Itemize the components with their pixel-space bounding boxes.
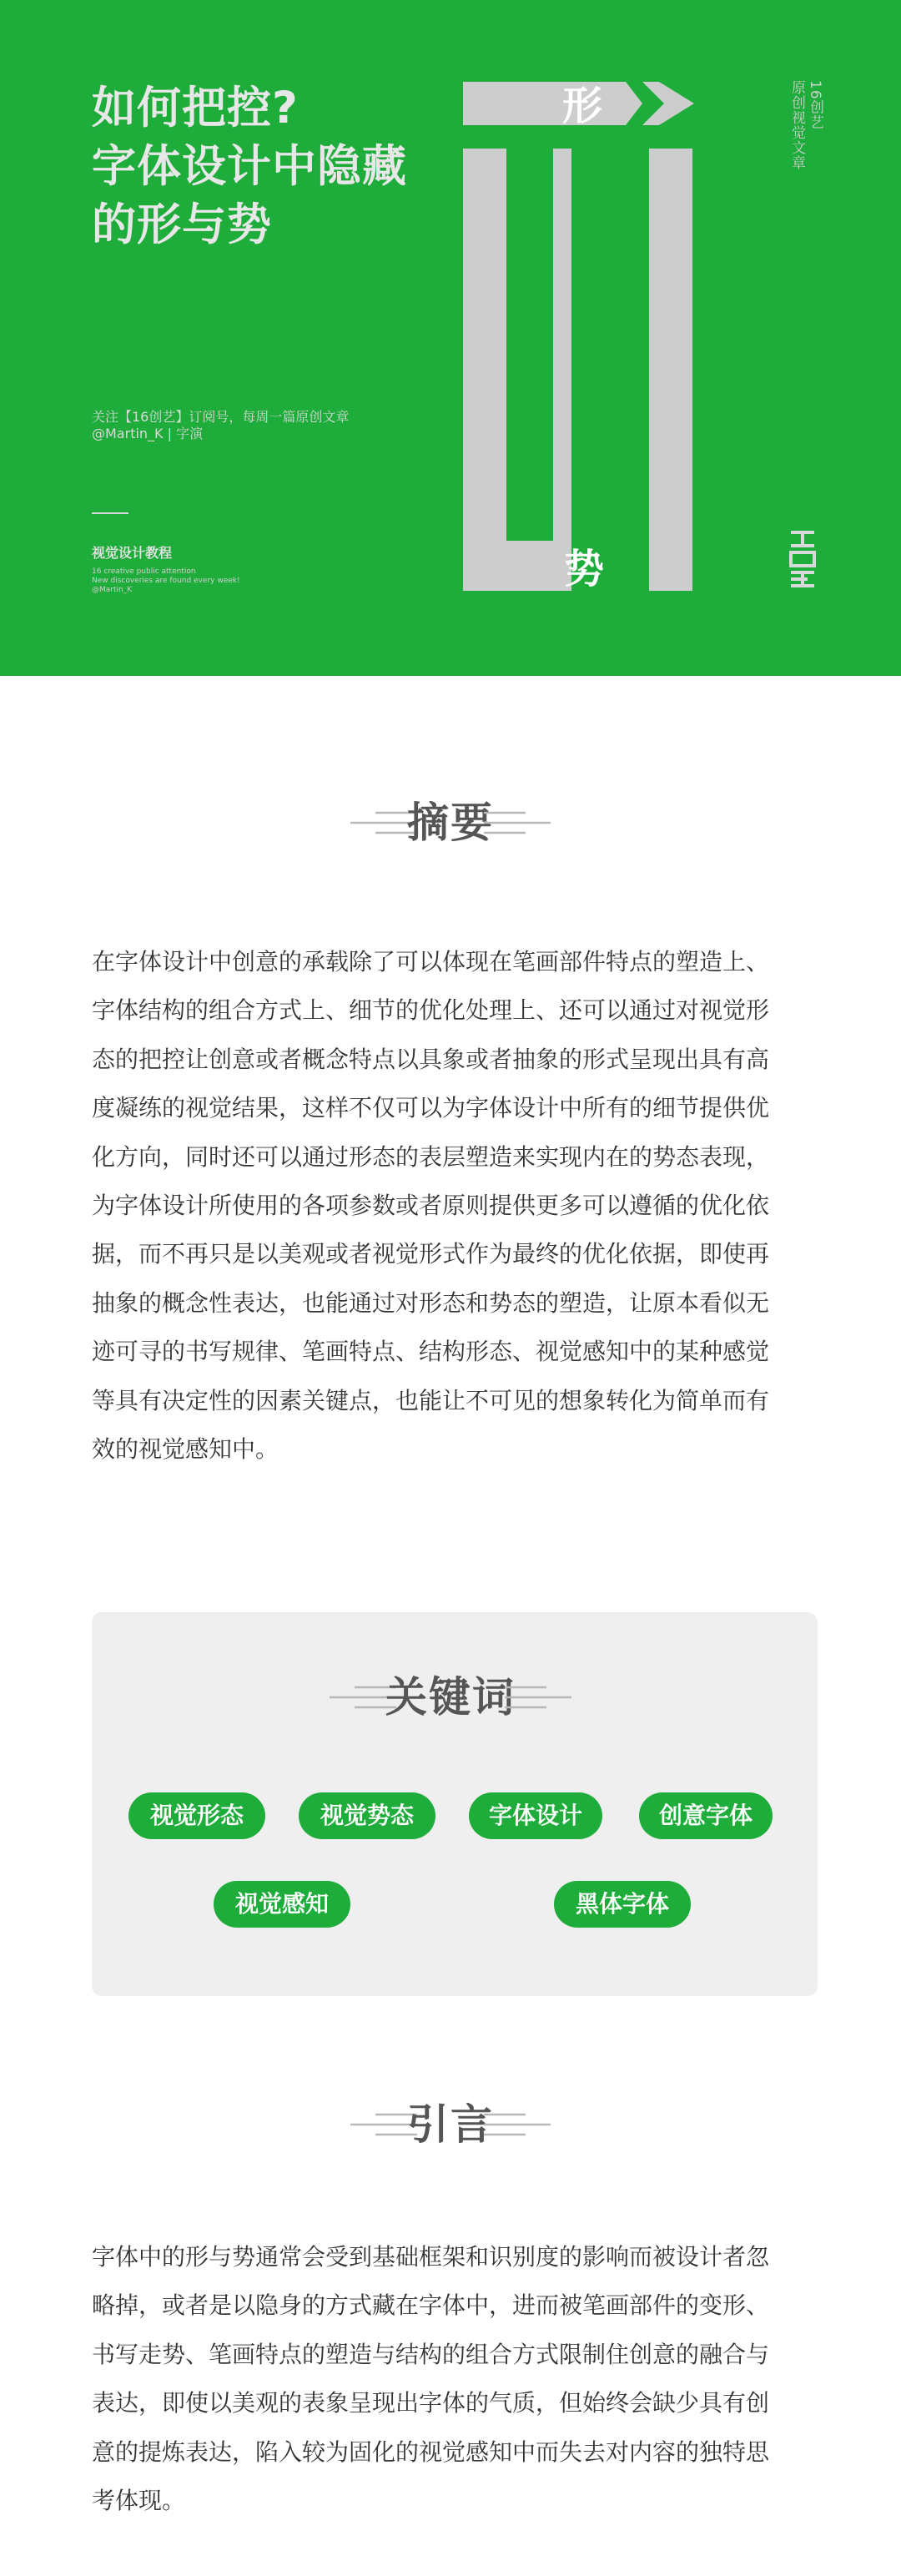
tutorial-title: 视觉设计教程 xyxy=(92,545,173,561)
brand-logo xyxy=(788,529,818,589)
text-line: 为字体设计所使用的各项参数或者原则提供更多可以遵循的优化依 xyxy=(92,1192,770,1220)
glyph-right-stroke xyxy=(649,149,692,591)
text-line: 字体结构的组合方式上、细节的优化处理上、还可以通过对视觉形 xyxy=(92,996,770,1025)
abstract-paragraph xyxy=(92,938,809,1474)
keywords-heading xyxy=(0,1664,901,1731)
tutorial-sub-line: New discoveries are found every week! xyxy=(92,577,240,585)
author-line: @Martin_K | 字演 xyxy=(92,426,204,441)
text-line: 等具有决定性的因素关键点，也能让不可见的想象转化为简单而有 xyxy=(92,1386,770,1414)
intro-heading xyxy=(0,2091,901,2158)
keyword-tag[interactable]: 视觉感知 xyxy=(214,1881,350,1928)
heading-deco-right xyxy=(484,808,551,838)
text-line: 略掉，或者是以隐身的方式藏在字体中，进而被笔画部件的变形、 xyxy=(92,2291,770,2320)
text-line: 效的视觉感知中。 xyxy=(92,1435,279,1464)
keyword-tag[interactable]: 字体设计 xyxy=(469,1792,602,1839)
hero-title-line: 的形与势 xyxy=(92,199,272,250)
text-line: 迹可寻的书写规律、笔画特点、结构形态、视觉感知中的某种感觉 xyxy=(92,1338,770,1366)
glyph-char-shi: 势 xyxy=(563,546,605,592)
keyword-tag[interactable]: 创意字体 xyxy=(639,1792,773,1839)
text-line: 书写走势、笔画特点的塑造与结构的组合方式限制住创意的融合与 xyxy=(92,2340,770,2368)
xing-shi-glyph-illustration xyxy=(0,0,901,676)
abstract-title: 摘要 xyxy=(407,798,494,847)
text-line: 态的把控让创意或者概念特点以具象或者抽象的形式呈现出具有高 xyxy=(92,1045,770,1073)
glyph-char-xing: 形 xyxy=(561,83,603,129)
text-line: 化方向，同时还可以通过形态的表层塑造来实现内在的势态表现， xyxy=(92,1142,770,1171)
heading-deco-right xyxy=(484,2110,551,2140)
vertical-text-col: 原创视觉文章 xyxy=(788,80,805,170)
hero-title-line: 如何把控? xyxy=(92,83,299,134)
text-line: 据，而不再只是以美观或者视觉形式作为最终的优化依据，即使再 xyxy=(92,1240,770,1268)
text-line: 抽象的概念性表达，也能通过对形态和势态的塑造，让原本看似无 xyxy=(92,1288,770,1317)
glyph-bottom-bar xyxy=(463,541,571,591)
text-line: 在字体设计中创意的承载除了可以体现在笔画部件特点的塑造上、 xyxy=(92,948,770,975)
text-line: 表达，即使以美观的表象呈现出字体的气质，但始终会缺少具有创 xyxy=(92,2389,770,2417)
intro-paragraph xyxy=(92,2233,809,2525)
abstract-heading xyxy=(0,789,901,856)
vertical-text-col: 16创艺 xyxy=(807,80,823,130)
glyph-middle-stroke xyxy=(553,149,571,541)
vertical-brand-text xyxy=(784,80,823,170)
hero-title-line: 字体设计中隐藏 xyxy=(92,141,407,192)
heading-deco-right xyxy=(505,1682,571,1712)
glyph-left-stroke xyxy=(463,149,506,591)
intro-title: 引言 xyxy=(407,2100,494,2149)
text-line: 度凝练的视觉结果，这样不仅可以为字体设计中所有的细节提供优 xyxy=(92,1094,770,1122)
keywords-title: 关键词 xyxy=(385,1672,516,1722)
text-line: 字体中的形与势通常会受到基础框架和识别度的影响而被设计者忽 xyxy=(92,2243,770,2271)
follow-line: 关注【16创艺】订阅号，每周一篇原创文章 xyxy=(92,409,350,425)
text-line: 考体现。 xyxy=(92,2487,186,2515)
text-line: 意的提炼表达，陷入较为固化的视觉感知中而失去对内容的独特思 xyxy=(92,2437,770,2466)
tutorial-sub-line: 16 creative public attention xyxy=(92,567,196,576)
tutorial-sub-line: @Martin_K xyxy=(92,586,133,594)
hero-banner xyxy=(0,0,901,676)
keyword-tag[interactable]: 视觉势态 xyxy=(299,1792,435,1839)
keyword-tag[interactable]: 黑体字体 xyxy=(554,1881,691,1928)
keyword-tag[interactable]: 视觉形态 xyxy=(128,1792,265,1839)
